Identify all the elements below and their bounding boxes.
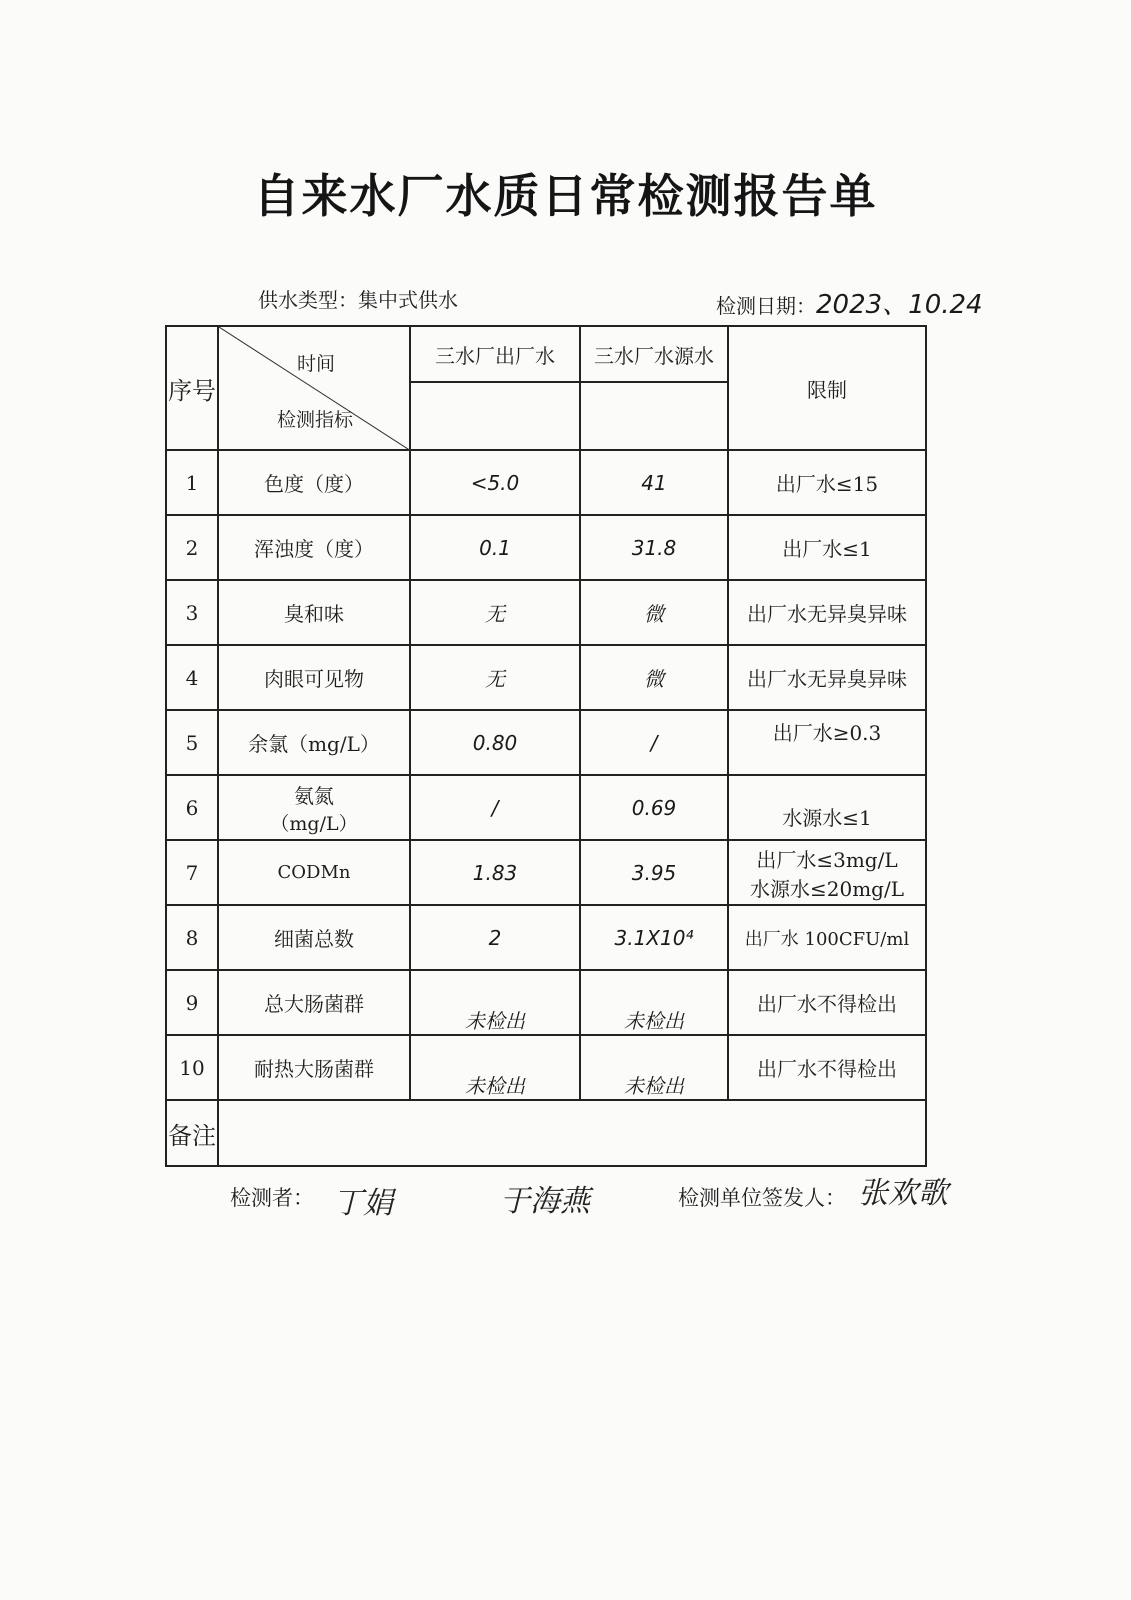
row-limit-cell bbox=[728, 840, 926, 905]
row-limit: 出厂水无异臭异味 bbox=[728, 580, 926, 645]
row-indicator: 色度（度） bbox=[218, 450, 410, 515]
header-indicator: 检测指标 bbox=[277, 409, 354, 431]
remarks-label: 备注 bbox=[166, 1100, 218, 1166]
row-indicator: CODMn bbox=[218, 840, 410, 905]
supply-type bbox=[258, 284, 458, 313]
row-indicator: 氨氮 bbox=[294, 783, 334, 808]
table-row bbox=[166, 645, 926, 710]
report-table bbox=[165, 325, 927, 1167]
row-limit: 出厂水不得检出 bbox=[728, 970, 926, 1035]
row-seq: 9 bbox=[166, 970, 218, 1035]
row-outlet-value: 未检出 bbox=[410, 970, 580, 1035]
table-row bbox=[166, 580, 926, 645]
header-diagonal bbox=[218, 326, 410, 450]
row-indicator: 臭和味 bbox=[218, 580, 410, 645]
supply-type-label: 供水类型： bbox=[258, 288, 358, 312]
table-row bbox=[166, 450, 926, 515]
row-indicator: 细菌总数 bbox=[218, 905, 410, 970]
row-indicator: 肉眼可见物 bbox=[218, 645, 410, 710]
row-source-value: 3.1X10⁴ bbox=[580, 905, 728, 970]
row-seq: 2 bbox=[166, 515, 218, 580]
row-limit: 出厂水≤15 bbox=[728, 450, 926, 515]
remarks-value bbox=[218, 1100, 926, 1166]
row-limit: 出厂水不得检出 bbox=[728, 1035, 926, 1100]
row-indicator: 耐热大肠菌群 bbox=[218, 1035, 410, 1100]
row-seq: 5 bbox=[166, 710, 218, 775]
row-indicator: 余氯（mg/L） bbox=[218, 710, 410, 775]
diagonal-line bbox=[219, 327, 411, 451]
header-outlet: 三水厂出厂水 bbox=[410, 326, 580, 382]
row-source-value: / bbox=[580, 710, 728, 775]
row-outlet-value: 未检出 bbox=[410, 1035, 580, 1100]
row-seq: 3 bbox=[166, 580, 218, 645]
row-indicator: 总大肠菌群 bbox=[218, 970, 410, 1035]
remarks-row bbox=[166, 1100, 926, 1166]
row-limit: 出厂水无异臭异味 bbox=[728, 645, 926, 710]
supply-type-value: 集中式供水 bbox=[358, 288, 458, 312]
row-outlet-value: 无 bbox=[410, 580, 580, 645]
row-outlet-value: 0.1 bbox=[410, 515, 580, 580]
row-seq: 4 bbox=[166, 645, 218, 710]
row-outlet-value: / bbox=[410, 775, 580, 840]
tester-label: 检测者： bbox=[230, 1186, 314, 1210]
test-date-value: 2023、10.24 bbox=[816, 290, 983, 320]
table-row bbox=[166, 840, 926, 905]
header-seq: 序号 bbox=[166, 326, 218, 450]
row-seq: 6 bbox=[166, 775, 218, 840]
header-source: 三水厂水源水 bbox=[580, 326, 728, 382]
row-indicator: 浑浊度（度） bbox=[218, 515, 410, 580]
row-seq: 8 bbox=[166, 905, 218, 970]
row-outlet-value: 无 bbox=[410, 645, 580, 710]
row-limit-2: 水源水≤20mg/L bbox=[750, 876, 904, 901]
row-source-value: 0.69 bbox=[580, 775, 728, 840]
row-outlet-value: <5.0 bbox=[410, 450, 580, 515]
row-source-value: 未检出 bbox=[580, 970, 728, 1035]
row-source-value: 31.8 bbox=[580, 515, 728, 580]
issuer-label: 检测单位签发人： bbox=[678, 1186, 846, 1210]
row-seq: 10 bbox=[166, 1035, 218, 1100]
row-seq: 1 bbox=[166, 450, 218, 515]
row-indicator-unit: （mg/L） bbox=[270, 812, 358, 835]
header-limit: 限制 bbox=[728, 326, 926, 450]
row-limit: 出厂水≥0.3 bbox=[728, 710, 926, 775]
row-outlet-value: 2 bbox=[410, 905, 580, 970]
row-limit: 出厂水≤1 bbox=[728, 515, 926, 580]
table-row bbox=[166, 710, 926, 775]
table-row bbox=[166, 1035, 926, 1100]
row-source-value: 未检出 bbox=[580, 1035, 728, 1100]
table-row bbox=[166, 905, 926, 970]
row-source-value: 3.95 bbox=[580, 840, 728, 905]
row-limit: 出厂水 100CFU/ml bbox=[728, 905, 926, 970]
test-date bbox=[716, 284, 983, 321]
row-outlet-value: 1.83 bbox=[410, 840, 580, 905]
table-row bbox=[166, 970, 926, 1035]
row-source-value: 微 bbox=[580, 645, 728, 710]
issuer-signature: 张欢歌 bbox=[858, 1176, 948, 1211]
tester2-signature: 于海燕 bbox=[500, 1184, 590, 1219]
header-source-time bbox=[580, 382, 728, 450]
report-title: 自来水厂水质日常检测报告单 bbox=[253, 169, 878, 223]
row-indicator-cell bbox=[218, 775, 410, 840]
row-source-value: 微 bbox=[580, 580, 728, 645]
header-outlet-time bbox=[410, 382, 580, 450]
row-limit: 出厂水≤3mg/L bbox=[756, 847, 898, 872]
header-time: 时间 bbox=[297, 353, 336, 375]
row-source-value: 41 bbox=[580, 450, 728, 515]
tester1-signature: 丁娟 bbox=[333, 1186, 393, 1221]
row-seq: 7 bbox=[166, 840, 218, 905]
row-limit: 水源水≤1 bbox=[728, 775, 926, 840]
table-row bbox=[166, 515, 926, 580]
table-row bbox=[166, 775, 926, 840]
row-outlet-value: 0.80 bbox=[410, 710, 580, 775]
test-date-label: 检测日期： bbox=[716, 294, 816, 318]
